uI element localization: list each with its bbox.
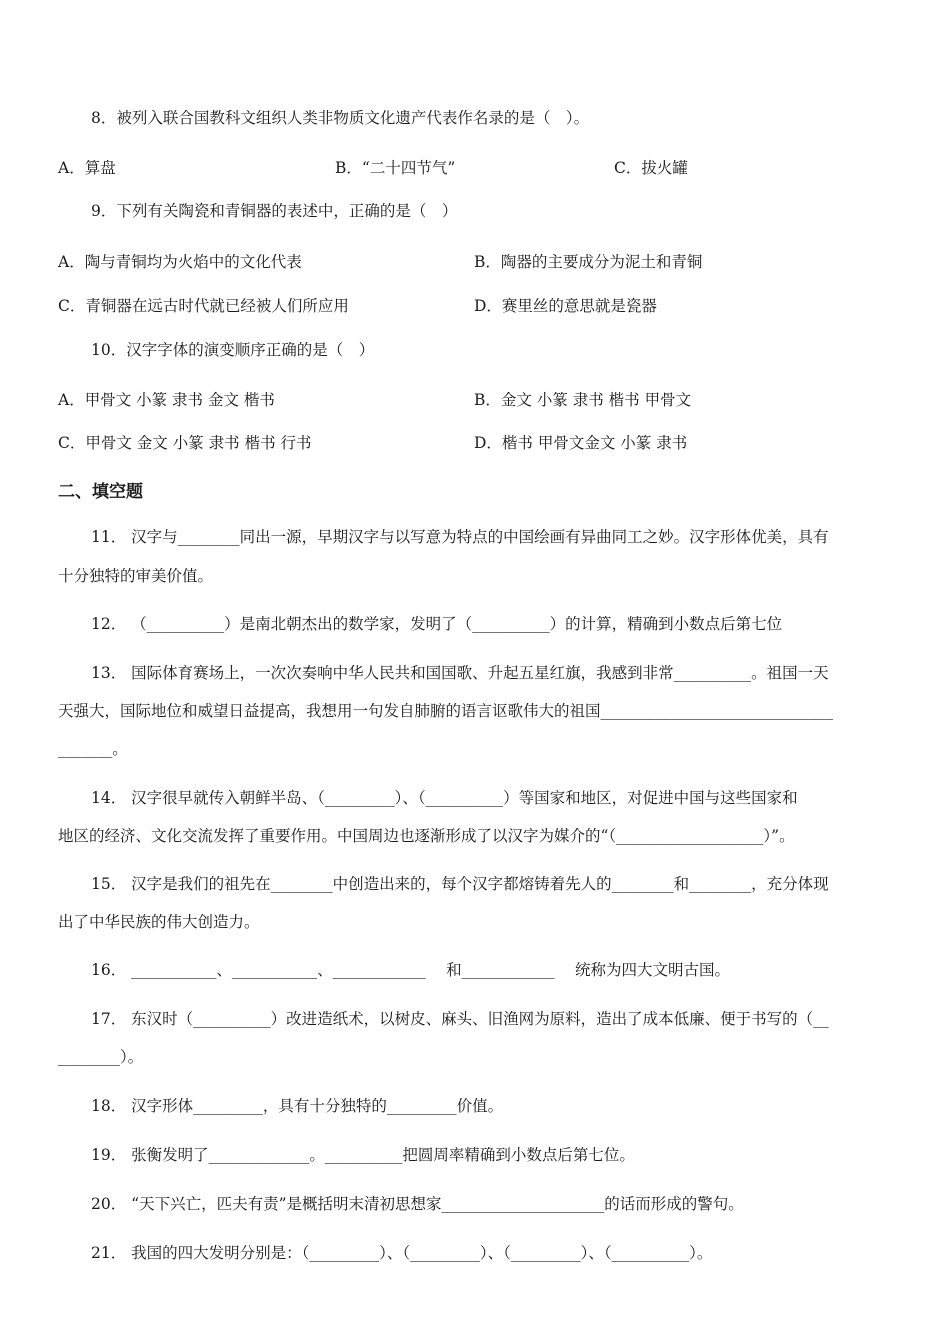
question-11-line-1: 11． 汉字与________同出一源，早期汉字与以写意为特点的中国绘画有异曲同工之妙。汉字形体优美，具有 — [91, 528, 829, 546]
question-10-option-b: B．金文 小篆 隶书 楷书 甲骨文 — [474, 391, 692, 409]
question-9-stem: 9．下列有关陶瓷和青铜器的表述中，正确的是（ ） — [91, 202, 458, 220]
question-10-stem: 10．汉字字体的演变顺序正确的是（ ） — [91, 341, 375, 359]
question-10-option-a: A．甲骨文 小篆 隶书 金文 楷书 — [58, 391, 275, 409]
question-10-option-d: D．楷书 甲骨文金文 小篆 隶书 — [474, 434, 688, 452]
question-11-line-2: 十分独特的审美价值。 — [58, 567, 214, 585]
question-15-line-1: 15． 汉字是我们的祖先在________中创造出来的，每个汉字都熔铸着先人的________和________，充分体现 — [91, 875, 829, 893]
question-10-option-c: C．甲骨文 金文 小篆 隶书 楷书 行书 — [58, 434, 312, 452]
question-19: 19． 张衡发明了_____________。__________把圆周率精确到小数点后第七位。 — [91, 1146, 635, 1164]
question-9-option-a: A．陶与青铜均为火焰中的文化代表 — [58, 253, 302, 271]
question-21: 21． 我国的四大发明分别是：（_________）、（_________）、（_________）、（__________）。 — [91, 1244, 713, 1262]
question-8-option-c: C．拔火罐 — [614, 159, 688, 177]
question-8-option-a: A．算盘 — [58, 159, 116, 177]
question-9-option-b: B．陶器的主要成分为泥土和青铜 — [474, 253, 703, 271]
question-13-line-1: 13． 国际体育赛场上，一次次奏响中华人民共和国国歌、升起五星红旗，我感到非常__________。祖国一天 — [91, 664, 829, 682]
question-16: 16． ___________、___________、____________ 和____________ 统称为四大文明古国。 — [91, 961, 731, 979]
question-13-line-2: 天强大，国际地位和威望日益提高，我想用一句发自肺腑的语言讴歌伟大的祖国______________________________ — [58, 702, 834, 720]
question-13-line-3: _______。 — [58, 740, 128, 758]
question-15-line-2: 出了中华民族的伟大创造力。 — [58, 913, 260, 931]
question-17-line-2: ________）。 — [58, 1048, 144, 1066]
question-9-option-c: C．青铜器在远古时代就已经被人们所应用 — [58, 297, 349, 315]
question-12: 12． （__________）是南北朝杰出的数学家，发明了（__________）的计算，精确到小数点后第七位 — [91, 615, 783, 633]
question-18: 18． 汉字形体_________，具有十分独特的_________价值。 — [91, 1097, 504, 1115]
question-14-line-2: 地区的经济、文化交流发挥了重要作用。中国周边也逐渐形成了以汉字为媒介的“（___________________）”。 — [58, 827, 795, 845]
question-9-option-d: D．赛里丝的意思就是瓷器 — [474, 297, 657, 315]
question-8-option-b: B．“二十四节气” — [335, 159, 456, 177]
question-17-line-1: 17． 东汉时（__________）改进造纸术，以树皮、麻头、旧渔网为原料，造出了成本低廉、便于书写的（__ — [91, 1010, 829, 1028]
section-heading: 二、填空题 — [58, 482, 143, 502]
question-14-line-1: 14． 汉字很早就传入朝鲜半岛、（_________）、（__________）等国家和地区，对促进中国与这些国家和 — [91, 789, 798, 807]
question-20: 20． “天下兴亡，匹夫有责”是概括明末清初思想家_____________________的话而形成的警句。 — [91, 1195, 744, 1213]
question-8-stem: 8．被列入联合国教科文组织人类非物质文化遗产代表作名录的是（ ）。 — [91, 109, 590, 127]
